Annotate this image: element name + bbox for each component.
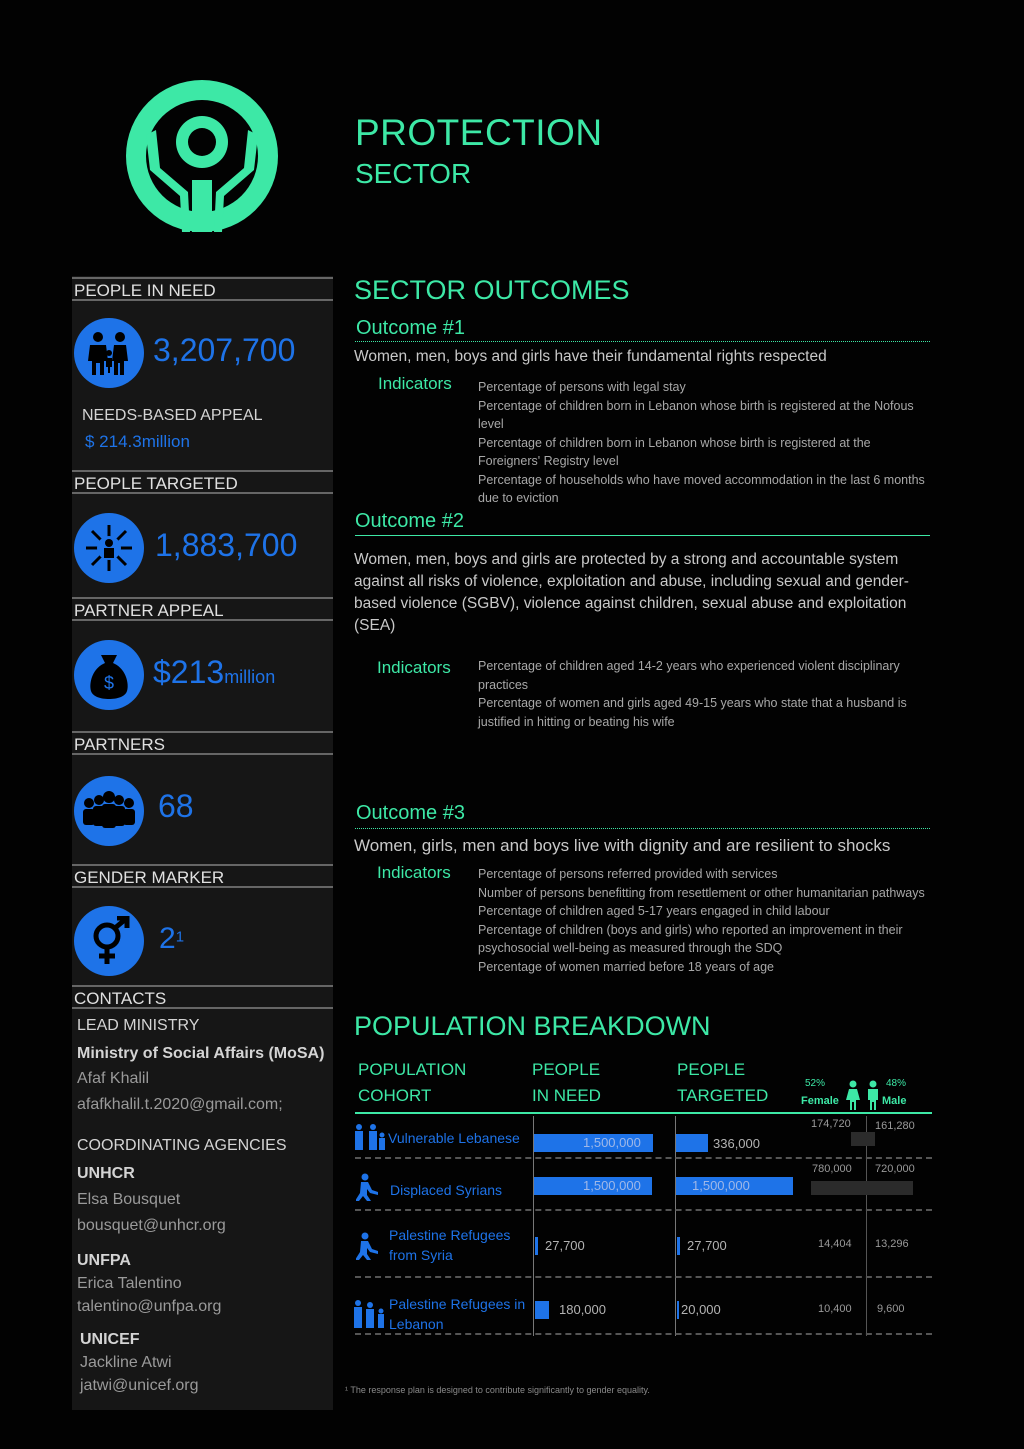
need-value: 27,700 [545,1238,585,1253]
indicators-label: Indicators [377,658,451,677]
cohort-label: Palestine Refugees in Lebanon [389,1296,526,1332]
female-count: 14,404 [818,1238,852,1250]
indicator-item: Percentage of persons with legal stay [478,380,686,394]
female-count: 780,000 [812,1163,852,1175]
male-count: 720,000 [875,1163,915,1175]
male-count: 161,280 [875,1120,915,1132]
need-bar [535,1237,538,1255]
indicators-label: Indicators [378,374,452,393]
indicator-item: Percentage of women married before 18 years of age [478,959,775,974]
targeted-value: 336,000 [713,1136,760,1151]
gender-marker-value: 2 [159,922,176,955]
family-icon [74,318,144,388]
refugee-person-icon [356,1232,382,1260]
col-header-line: POPULATION [358,1060,467,1079]
lead-ministry-email[interactable]: afafkhalil.t.2020@gmail.com; [77,1096,283,1113]
gender-marker-heading: GENDER MARKER [72,864,333,888]
displaced-person-icon [356,1173,382,1201]
col-header-line: PEOPLE [677,1060,746,1079]
family-row-icon [353,1124,387,1150]
gender-marker-footnote-ref: 1 [175,928,185,946]
targeted-bar [677,1237,680,1255]
people-in-need-value: 3,207,700 [153,332,296,368]
partner-appeal-value-group [153,654,275,691]
col-header-targeted [677,1057,768,1109]
male-pct: 48% [886,1078,907,1089]
indicator-item: Percentage of children aged 5-17 years engaged in child labour [478,904,830,918]
outcome-text: Women, men, boys and girls have their fundamental rights respected [354,348,827,365]
row-divider [355,1209,932,1211]
targeted-value: 1,500,000 [692,1178,750,1193]
agency-contact-email[interactable]: jatwi@unicef.org [80,1377,199,1394]
agency-org: UNFPA [77,1252,131,1269]
female-pct: 52% [805,1078,826,1089]
sector-outcomes-heading: SECTOR OUTCOMES [354,275,630,305]
cohort-label: Displaced Syrians [390,1182,503,1198]
outcome-title: Outcome #3 [356,802,465,824]
col-header-need [532,1057,601,1109]
population-breakdown-heading: POPULATION BREAKDOWN [354,1011,711,1041]
gender-symbol-icon [74,906,144,976]
indicator-item: Percentage of persons referred provided with services [478,867,778,881]
agency-org: UNHCR [77,1165,135,1182]
need-value: 180,000 [559,1302,606,1317]
partner-appeal-unit: million [224,667,276,687]
outcome-text: Women, men, boys and girls are protected by a strong and accountable system against all risks of violence, exploitation and abuse, including sexual and gender-based violence (SGBV), violence against children, sexual abuse and exploitation (SEA) [354,551,909,634]
female-icon [846,1080,860,1110]
agency-contact-name: Elsa Bousquet [77,1191,181,1208]
people-in-need-heading: PEOPLE IN NEED [72,277,333,301]
partners-group-icon [74,776,144,846]
targeted-arrows-icon [74,513,144,583]
people-targeted-value: 1,883,700 [155,527,298,563]
partner-appeal-heading: PARTNER APPEAL [72,597,333,621]
need-value: 1,500,000 [583,1178,641,1193]
partner-appeal-value: $213 [153,654,225,690]
gender-bar [811,1181,913,1195]
targeted-bar [676,1134,708,1152]
agency-contact-email[interactable]: talentino@unfpa.org [77,1298,222,1315]
gender-bar [851,1132,875,1146]
needs-appeal-label: NEEDS-BASED APPEAL [82,407,263,424]
lead-ministry-org: Ministry of Social Affairs (MoSA) [77,1045,325,1062]
col-header-line: TARGETED [677,1086,769,1105]
female-label: Female [801,1095,839,1107]
indicator-list [478,378,928,508]
male-count: 9,600 [877,1303,905,1315]
agency-contact-name: Jackline Atwi [80,1354,172,1371]
indicator-item: Percentage of children born in Lebanon whose birth is registered at the Nofous level [478,398,914,431]
indicator-list [478,657,928,731]
partners-value: 68 [158,788,194,824]
outcome-divider [355,341,930,342]
people-targeted-heading: PEOPLE TARGETED [72,470,333,494]
indicator-item: Number of persons benefitting from resettlement or other humanitarian pathways [478,885,925,900]
indicator-item: Percentage of children (boys and girls) who reported an improvement in their psychosocial well-being as measured through the SDQ [478,922,903,955]
male-icon [866,1080,880,1110]
female-count: 174,720 [811,1118,851,1130]
indicator-list [478,865,928,976]
outcome-text: Women, girls, men and boys live with dignity and are resilient to shocks [354,836,891,855]
need-bar [535,1301,549,1319]
indicator-item: Percentage of children born in Lebanon whose birth is registered at the Foreigners' Registry level [478,435,871,468]
coordinating-agencies-label: COORDINATING AGENCIES [77,1137,287,1154]
lead-ministry-label: LEAD MINISTRY [77,1017,200,1034]
gender-marker-value-group [159,922,184,956]
indicators-label: Indicators [377,863,451,882]
targeted-bar [677,1301,679,1319]
cohort-label: Palestine Refugees from Syria [389,1227,511,1263]
family-row-icon [352,1300,386,1328]
table-header-rule [355,1112,932,1114]
agency-contact-email[interactable]: bousquet@unhcr.org [77,1217,226,1234]
row-divider [355,1333,932,1335]
protection-hands-logo [126,80,278,232]
agency-org: UNICEF [80,1331,140,1348]
male-count: 13,296 [875,1238,909,1250]
money-bag-icon [74,640,144,710]
partners-heading: PARTNERS [72,731,333,755]
col-header-line: COHORT [358,1086,432,1105]
col-header-line: IN NEED [532,1086,601,1105]
outcome-title: Outcome #1 [356,317,465,339]
female-count: 10,400 [818,1303,852,1315]
needs-appeal-value: $ 214.3million [85,432,190,451]
row-divider [355,1157,932,1159]
male-label: Male [882,1095,907,1107]
col-header-cohort [358,1057,466,1109]
page-title: PROTECTION [355,112,603,153]
row-divider [355,1276,932,1278]
indicator-item: Percentage of households who have moved accommodation in the last 6 months due to eviction [478,472,925,505]
outcome-divider [355,828,930,829]
contacts-heading: CONTACTS [72,985,333,1009]
indicator-item: Percentage of women and girls aged 49-15 years who state that a husband is justified in hitting or beating his wife [478,696,907,729]
lead-ministry-name: Afaf Khalil [77,1070,150,1087]
outcome-title: Outcome #2 [355,510,464,532]
need-value: 1,500,000 [583,1135,641,1150]
page-subtitle: SECTOR [355,158,472,189]
targeted-value: 27,700 [687,1238,727,1253]
indicator-item: Percentage of children aged 14-2 years who experienced violent disciplinary practices [478,659,900,692]
targeted-value: 20,000 [681,1302,721,1317]
footnote: ¹ The response plan is designed to contribute significantly to gender equality. [345,1385,650,1395]
col-header-line: PEOPLE [532,1060,601,1079]
cohort-label: Vulnerable Lebanese [388,1130,520,1146]
svg-text:$: $ [103,673,115,693]
outcome-divider [355,535,930,536]
column-divider [866,1116,867,1336]
agency-contact-name: Erica Talentino [77,1275,182,1292]
